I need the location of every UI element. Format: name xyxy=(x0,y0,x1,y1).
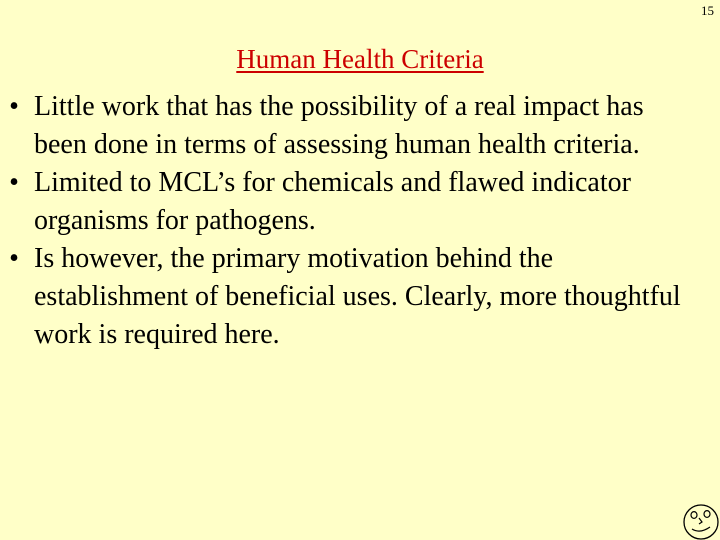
bullet-text: Limited to MCL’s for chemicals and flawed indicator organisms for pathogens. xyxy=(34,167,631,236)
bullet-item xyxy=(0,88,700,164)
bullet-text: Is however, the primary motivation behind the establishment of beneficial uses. Clearly, more thoughtful work is required here. xyxy=(34,243,681,350)
slide-number: 15 xyxy=(701,3,714,18)
bullet-dot-icon: • xyxy=(9,167,19,198)
bullet-dot-icon: • xyxy=(9,243,19,274)
bullet-text: Little work that has the possibility of a real impact has been done in terms of assessing human health criteria. xyxy=(34,91,644,160)
bullet-list xyxy=(0,88,700,354)
bullet-item xyxy=(0,240,700,354)
bullet-item xyxy=(0,164,700,240)
slide-title: Human Health Criteria xyxy=(236,44,484,74)
bullet-dot-icon: • xyxy=(9,91,19,122)
smiley-face-icon xyxy=(680,500,720,540)
